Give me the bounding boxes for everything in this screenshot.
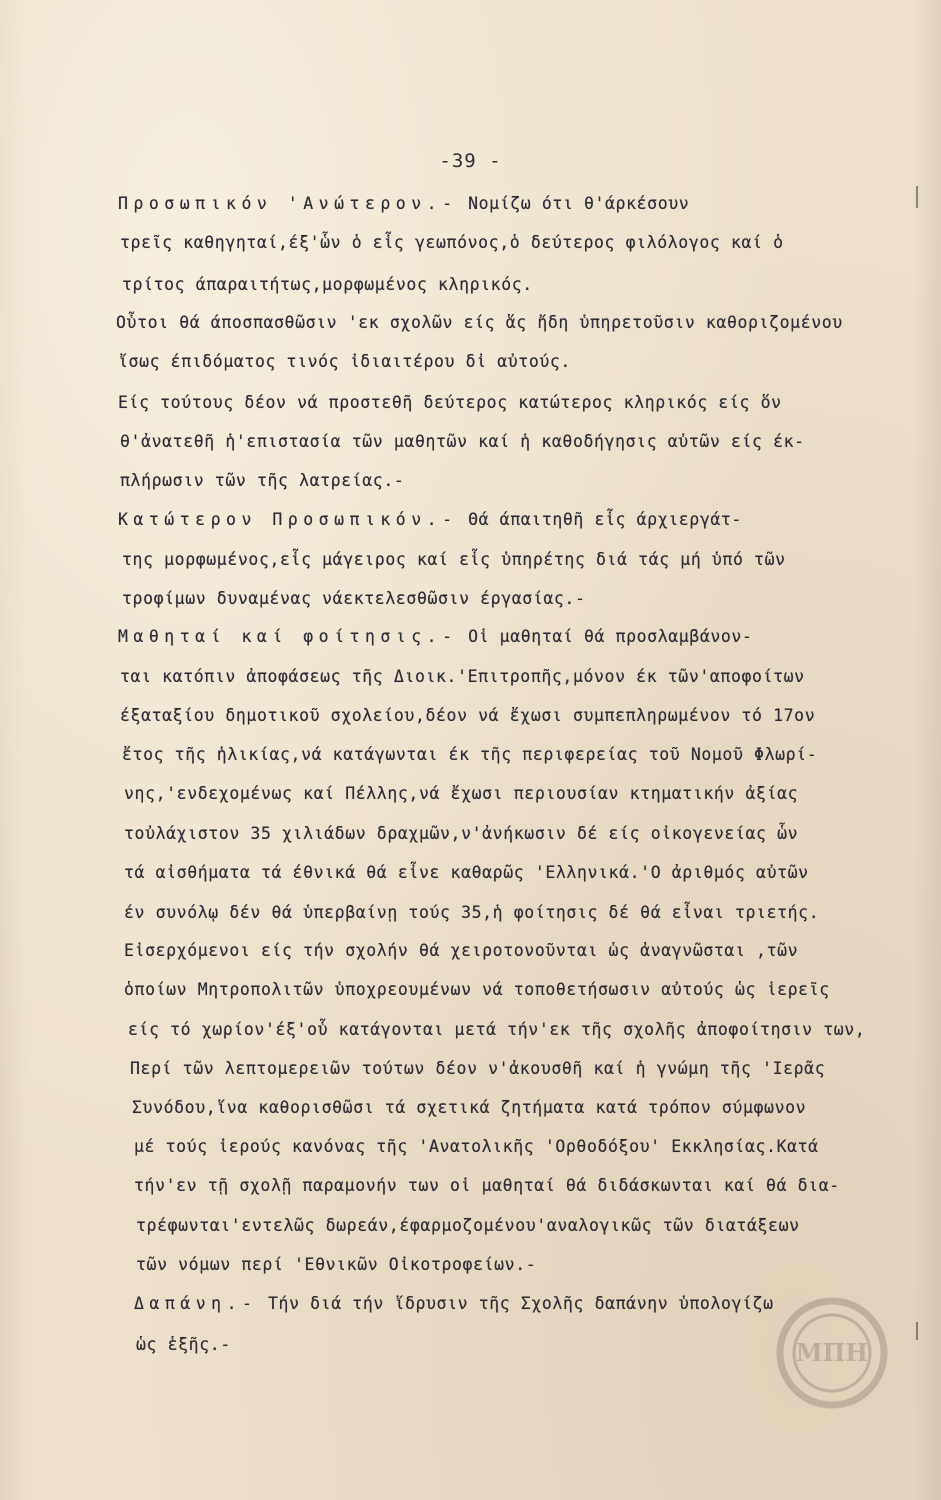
text-line-29: Δαπάνη.- Τήν διά τήν ἵδρυσιν τῆς Σχολῆς δαπάνην ὑπολογίζω	[134, 1294, 774, 1313]
section-heading: Κατώτερον Προσωπικόν.-	[118, 510, 458, 529]
text-line-2: τρεῖς καθηγηταί,έξ'ὧν ὁ εἷς γεωπόνος,ὁ δεύτερος φιλόλογος καί ὁ	[120, 233, 784, 252]
seal-letters: ΜΠΗ	[796, 1338, 868, 1367]
archive-seal-icon	[776, 1297, 888, 1409]
text-line-6: Είς τούτους δέον νά προστεθῆ δεύτερος κατώτερος κληρικός είς ὅν	[118, 393, 782, 412]
text-line-14: έξαταξίου δημοτικοῦ σχολείου,δέον νά ἔχωσι συμπεπληρωμένον τό 17ον	[120, 706, 816, 725]
section-heading: Προσωπικόν 'Ανώτερον.-	[118, 194, 458, 213]
text-line-16: νης,'ενδεχομένως καί Πέλλης,νά ἔχωσι περιουσίαν κτηματικήν ἀξίας	[124, 784, 799, 803]
text-line-25: μέ τούς ἱερούς κανόνας τῆς 'Ανατολικῆς 'Ορθοδόξου' Εκκλησίας.Κατά	[134, 1137, 819, 1156]
text-line-24: Συνόδου,ἵνα καθορισθῶσι τά σχετικά ζητήματα κατά τρόπον σύμφωνον	[132, 1098, 807, 1117]
page-number: -39 -	[439, 150, 502, 172]
margin-mark	[916, 1322, 918, 1340]
text-line-15: ἔτος τῆς ἡλικίας,νά κατάγωνται έκ τῆς περιφερείας τοῦ Νομοῦ Φλωρί-	[122, 745, 818, 764]
text-line-26: τήν'εν τῇ σχολῇ παραμονήν των οἱ μαθηταί θά διδάσκωνται καί θά δια-	[134, 1176, 840, 1195]
text-line-20: Εἰσερχόμενοι είς τήν σχολήν θά χειροτονοῦνται ὡς ἀναγνῶσται ,τῶν	[124, 941, 799, 960]
text-line-17: τοὐλάχιστον 35 χιλιάδων δραχμῶν,ν'ἀνήκωσιν δέ είς οἰκογενείας ὧν	[124, 824, 799, 843]
section-heading: Δαπάνη.-	[134, 1294, 258, 1313]
text-line-27: τρέφωνται'εντελῶς δωρεάν,έφαρμοζομένου'αναλογικῶς τῶν διατάξεων	[136, 1216, 800, 1235]
text-line-12: Μαθηταί καί φοίτησις.- Οἱ μαθηταί θά προσλαμβάνον-	[118, 627, 753, 646]
text-line-19: έν συνόλῳ δέν θά ὑπερβαίνῃ τούς 35,ἡ φοίτησις δέ θά εἶναι τριετής.	[124, 903, 820, 922]
text-line-13: ται κατόπιν ἀποφάσεως τῆς Διοικ.'Επιτροπῆς,μόνον έκ τῶν'αποφοίτων	[120, 667, 805, 686]
text-line-5: ἴσως έπιδόματος τινός ἰδιαιτέρου δἰ αὐτούς.	[118, 352, 571, 371]
text-line-22: είς τό χωρίον'έξ'οὗ κατάγονται μετά τήν'εκ τῆς σχολῆς ἀποφοίτησιν των,	[128, 1020, 866, 1039]
text-line-1: Προσωπικόν 'Ανώτερον.- Νομίζω ότι θ'άρκέσουν	[118, 194, 690, 213]
text-line-10: της μορφωμένος,εἷς μάγειρος καί εἷς ὑπηρέτης διά τάς μή ὑπό τῶν	[122, 550, 786, 569]
text-line-8: πλήρωσιν τῶν τῆς λατρείας.-	[120, 471, 405, 490]
section-heading: Μαθηταί καί φοίτησις.-	[118, 627, 458, 646]
text-line-7: θ'ἀνατεθῆ ἡ'επιστασία τῶν μαθητῶν καί ἡ καθοδήγησις αὐτῶν είς έκ-	[120, 432, 805, 451]
text-line-4: Οὗτοι θά άποσπασθῶσιν 'εκ σχολῶν είς ἅς ἤδη ὑπηρετοῦσιν καθοριζομένου	[116, 313, 843, 332]
text-line-18: τά αἰσθήματα τά έθνικά θά εἶνε καθαρῶς 'Ελληνικά.'Ο ἀριθμός αὐτῶν	[124, 863, 809, 882]
text-line-30: ὡς ἑξῆς.-	[136, 1335, 231, 1354]
text-line-21: ὁποίων Μητροπολιτῶν ὑποχρεουμένων νά τοποθετήσωσιν αὐτούς ὡς ἱερεῖς	[124, 980, 830, 999]
text-line-9: Κατώτερον Προσωπικόν.- Θά άπαιτηθῆ εἷς άρχιεργάτ-	[118, 510, 742, 529]
text-line-11: τροφίμων δυναμένας νάεκτελεσθῶσιν έργασίας.-	[122, 589, 586, 608]
text-line-28: τῶν νόμων περί 'Εθνικῶν Οἰκοτροφείων.-	[136, 1255, 537, 1274]
text-line-23: Περί τῶν λεπτομερειῶν τούτων δέον ν'ἀκουσθῆ καί ἡ γνώμη τῆς 'Ιερᾶς	[130, 1059, 826, 1078]
text-line-3: τρίτος άπαραιτήτως,μορφωμένος κληρικός.	[122, 275, 533, 294]
margin-mark	[916, 186, 918, 208]
